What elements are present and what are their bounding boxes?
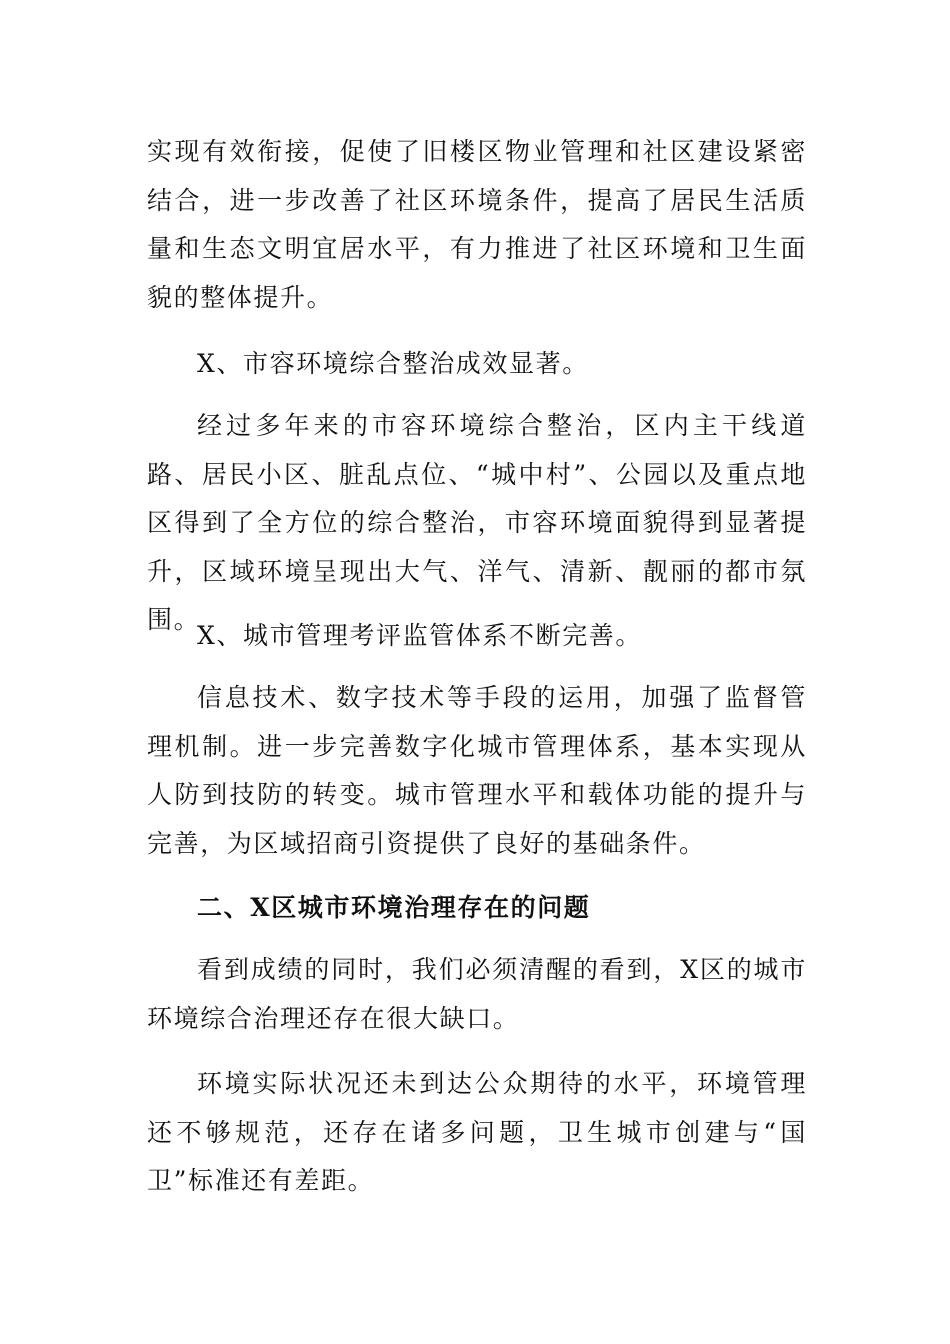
paragraph-continuation: 实现有效衔接，促使了旧楼区物业管理和社区建设紧密结合，进一步改善了社区环境条件，提高了居民生活质量和生态文明宜居水平，有力推进了社区环境和卫生面貌的整体提升。 xyxy=(147,137,807,312)
subheading-city-appearance: X、市容环境综合整治成效显著。 xyxy=(197,349,589,378)
paragraph-management-system: 信息技术、数字技术等手段的运用，加强了监督管理机制。进一步完善数字化城市管理体系，基本实现从人防到技防的转变。城市管理水平和载体功能的提升与完善，为区域招商引资提供了良好的基础条件。 xyxy=(147,683,807,858)
subheading-management-system: X、城市管理考评监管体系不断完善。 xyxy=(197,621,642,650)
paragraph-city-appearance: 经过多年来的市容环境综合整治，区内主干线道路、居民小区、脏乱点位、“城中村”、公园以及重点地区得到了全方位的综合整治，市容环境面貌得到显著提升，区域环境呈现出大气、洋气、清新、靓丽的都市氛围。 xyxy=(147,411,807,634)
paragraph-shortcomings: 看到成绩的同时，我们必须清醒的看到，X区的城市环境综合治理还存在很大缺口。 xyxy=(147,955,807,1033)
paragraph-environment-status: 环境实际状况还未到达公众期待的水平，环境管理还不够规范，还存在诸多问题，卫生城市创建与“国卫”标准还有差距。 xyxy=(147,1069,807,1195)
section-heading-problems: 二、X区城市环境治理存在的问题 xyxy=(197,893,591,922)
